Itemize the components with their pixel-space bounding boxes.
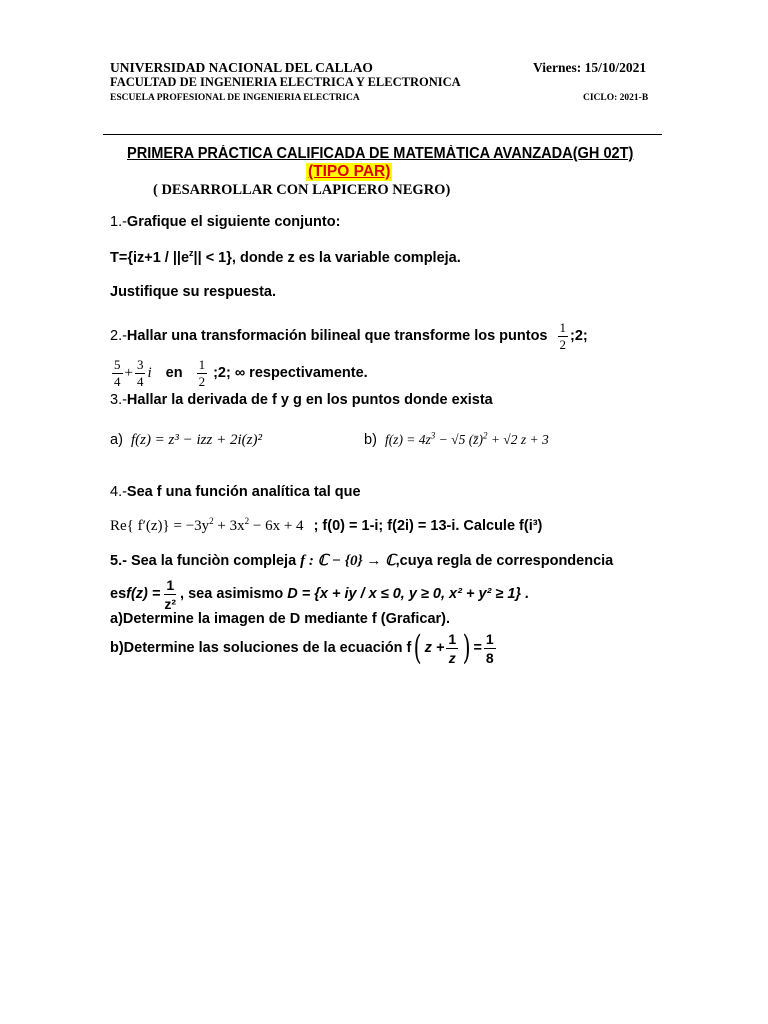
question-3	[110, 392, 493, 408]
q1-text: Grafique el siguiente conjunto:	[126, 214, 341, 230]
q3-b-expression: $f(z) = 4z^3 - √5$ (z̄)$^2$ + √2 z + 3	[384, 430, 549, 447]
exam-title: PRIMERA PRÁCTICA CALIFICADA DE MATEMÀTICA AVANZADA(GH 02T)	[127, 145, 634, 162]
q4-conditions: ; f(0) = 1-i; f(2i) = 13-i. Calcule f(i³)	[313, 518, 543, 534]
question-4	[110, 484, 361, 500]
q4-real-part-expression: Re{ $f'(z)\} = -3y^2 + 3x^2 - 6x + 4$	[110, 516, 304, 534]
header-divider	[103, 134, 662, 135]
university-name: UNIVERSIDAD NACIONAL DEL CALLAO	[110, 60, 373, 75]
q1-set-c: , donde z es la variable compleja.	[231, 250, 461, 266]
q2-half-fraction: $\frac{1}{2}$	[559, 319, 566, 352]
q5-domain-set: D = {x + iy / x ≤ 0, y ≥ 0, x² + y² ≥ 1} .	[287, 586, 530, 602]
school-name: ESCUELA PROFESIONAL DE INGENIERIA ELECTRICA	[110, 93, 360, 103]
cycle-label: CICLO: 2021-B	[583, 93, 649, 103]
q5-fz: f(z) =	[126, 586, 161, 602]
q3-number: 3.-	[110, 392, 127, 408]
q2-text: Hallar una transformación bilineal que transforme los puntos	[126, 328, 548, 344]
exam-type-badge: (TIPO PAR)	[308, 163, 391, 180]
q2-after-half: ;2;	[570, 328, 588, 344]
q5-line2: es f(z) = $\frac{1}{\text{z²}}$ , sea asimismo D = {x + iy / x ≤ 0, y ≥ 0, x² + y² ≥ 1} .	[110, 576, 530, 612]
q4-text: Sea f una función analítica tal que	[126, 484, 361, 500]
q5-eq-fraction: $\frac{1}{z}$	[448, 630, 457, 666]
q3-part-b: b) $f(z) = 4z^3 - √5$ (z̄)$^2$ + √2 z + 3	[364, 430, 549, 448]
q5-part-b: b)Determine las soluciones de la ecuación f ( z + $\frac{1}{z}$ ) = $\frac{1}{8}$	[110, 628, 494, 668]
q5-map: f : ℂ − {0} → ℂ	[300, 553, 396, 569]
faculty-name: FACULTAD DE INGENIERIA ELECTRICA Y ELECTRONICA	[110, 75, 461, 89]
q2-five-fourths: $\frac{5}{4}$	[114, 356, 121, 389]
exam-date: Viernes: 15/10/2021	[533, 60, 647, 75]
q2-tail: ;2; ∞ respectivamente.	[213, 365, 368, 381]
q1-justify: Justifique su respuesta.	[110, 284, 276, 300]
q5-text-b: ,cuya regla de correspondencia	[395, 553, 614, 569]
q2-line2: $\frac{5}{4}$ + $\frac{3}{4}$ i en $\frac{1}{2}$ ;2; ∞ respectivamente.	[114, 356, 368, 389]
question-5	[110, 551, 613, 570]
question-1	[110, 214, 340, 230]
q2-en: en	[165, 365, 183, 381]
q5-eq-rhs-fraction: $\frac{1}{8}$	[485, 630, 494, 666]
q3-text: Hallar la derivada de f y g en los puntos donde exista	[126, 392, 493, 408]
question-2	[110, 318, 588, 354]
q5-text-a: Sea la funciòn compleja	[126, 553, 301, 569]
q4-number: 4.-	[110, 484, 127, 500]
q1-number: 1.-	[110, 214, 127, 230]
q2-three-fourths: $\frac{3}{4}$	[136, 356, 144, 389]
q5-number: 5.-	[110, 553, 127, 569]
q2-half-fraction-2: $\frac{1}{2}$	[198, 356, 206, 389]
q3-part-a: a) f(z) = z³ − izz + 2i(z)²	[110, 432, 262, 448]
q1-set	[110, 250, 461, 266]
q3-a-expression: f(z) = z³ − izz + 2i(z)²	[130, 432, 262, 448]
q2-number: 2.-	[110, 328, 127, 344]
q1-set-b: || < 1}	[193, 250, 232, 266]
q1-set-a: T={iz+1 / ||e	[110, 250, 190, 266]
instructions: ( DESARROLLAR CON LAPICERO NEGRO)	[153, 182, 451, 198]
q5-fz-fraction: $\frac{1}{\text{z²}}$	[164, 576, 177, 612]
q1-set-sup: z	[189, 248, 194, 259]
q5-part-a: a)Determine la imagen de D mediante f (Graficar).	[110, 611, 451, 627]
q4-condition	[110, 518, 542, 535]
